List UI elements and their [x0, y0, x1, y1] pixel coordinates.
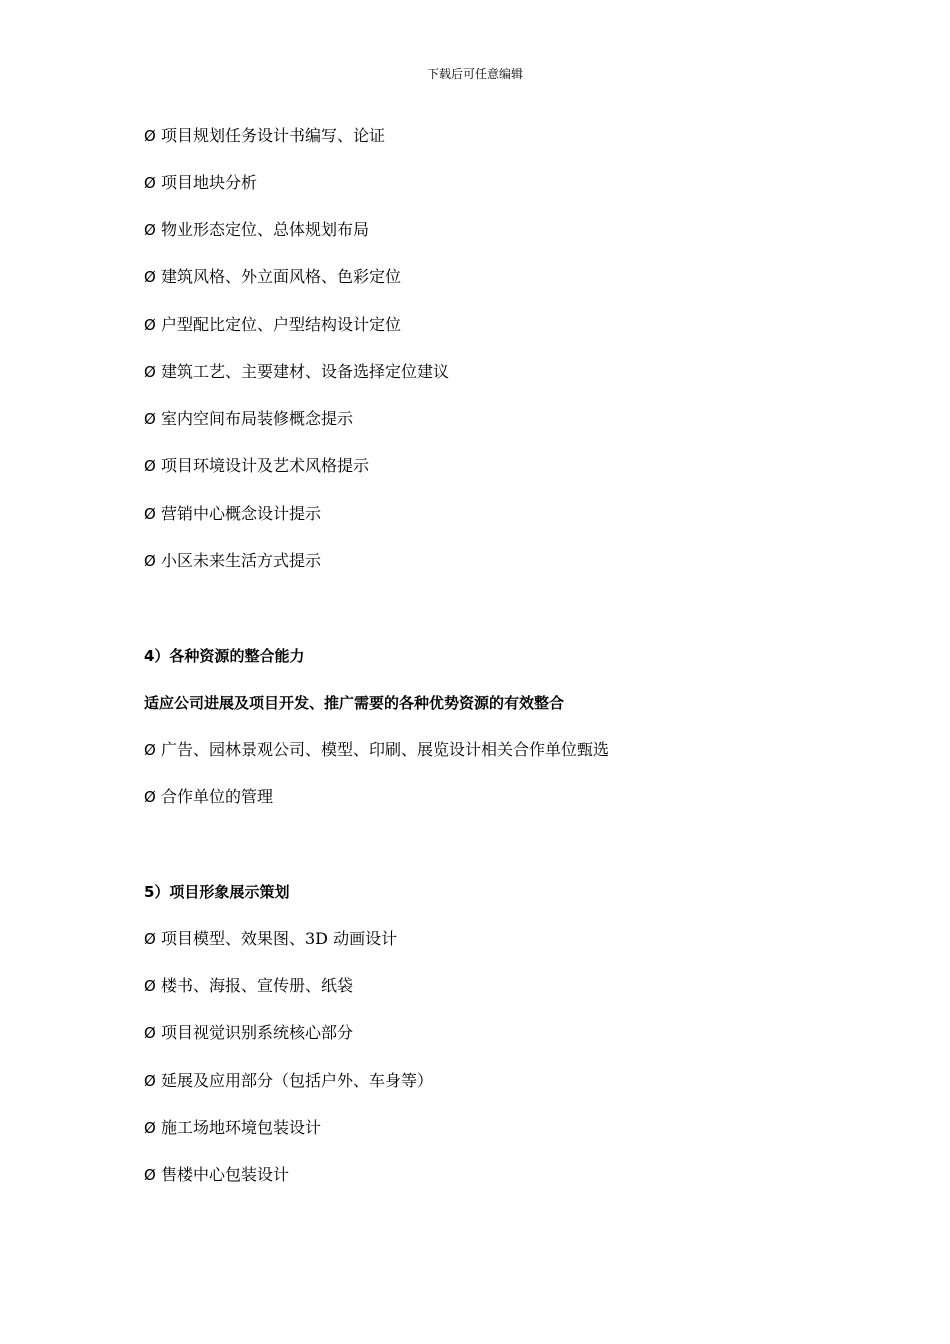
bullet-icon: Ø: [144, 552, 156, 570]
list-item-text: 项目视觉识别系统核心部分: [161, 1023, 354, 1042]
list-item: [144, 786, 273, 808]
list-item: [144, 1070, 433, 1092]
bullet-icon: Ø: [144, 930, 156, 948]
list-item: [144, 1164, 289, 1186]
list-item-text: 室内空间布局装修概念提示: [161, 409, 354, 428]
list-item-text: 项目环境设计及艺术风格提示: [161, 456, 370, 475]
list-item: [144, 266, 401, 288]
list-item-text: 项目规划任务设计书编写、论证: [161, 126, 386, 145]
bullet-icon: Ø: [144, 457, 156, 475]
bullet-icon: Ø: [144, 788, 156, 806]
list-item: [144, 550, 321, 572]
bullet-icon: Ø: [144, 1072, 156, 1090]
list-item-text: 建筑风格、外立面风格、色彩定位: [161, 267, 402, 286]
bullet-icon: Ø: [144, 505, 156, 523]
list-item-text: 楼书、海报、宣传册、纸袋: [161, 976, 354, 995]
list-item-text: 合作单位的管理: [161, 787, 274, 806]
list-item: [144, 928, 397, 950]
list-item: [144, 739, 609, 761]
bullet-icon: Ø: [144, 127, 156, 145]
list-item: [144, 1117, 321, 1139]
list-item-text: 户型配比定位、户型结构设计定位: [161, 315, 402, 334]
bullet-icon: Ø: [144, 1119, 156, 1137]
list-item-text: 广告、园林景观公司、模型、印刷、展览设计相关合作单位甄选: [161, 740, 610, 759]
section-heading: 5）项目形象展示策划: [144, 883, 290, 901]
list-item: [144, 361, 449, 383]
bullet-icon: Ø: [144, 1166, 156, 1184]
list-item-text: 项目模型、效果图、3D 动画设计: [161, 929, 398, 948]
bullet-icon: Ø: [144, 316, 156, 334]
list-item-text: 项目地块分析: [161, 173, 258, 192]
bullet-icon: Ø: [144, 410, 156, 428]
bullet-icon: Ø: [144, 221, 156, 239]
bullet-icon: Ø: [144, 268, 156, 286]
section-heading: 4）各种资源的整合能力: [144, 647, 305, 665]
list-item-text: 售楼中心包装设计: [161, 1165, 290, 1184]
bullet-icon: Ø: [144, 977, 156, 995]
list-item-text: 施工场地环境包装设计: [161, 1118, 322, 1137]
list-item-text: 小区未来生活方式提示: [161, 551, 322, 570]
section-subheading: 适应公司进展及项目开发、推广需要的各种优势资源的有效整合: [144, 694, 565, 712]
list-item-text: 建筑工艺、主要建材、设备选择定位建议: [161, 362, 450, 381]
list-item: [144, 172, 257, 194]
list-item: [144, 1022, 353, 1044]
bullet-icon: Ø: [144, 1024, 156, 1042]
list-item-text: 营销中心概念设计提示: [161, 504, 322, 523]
page-header: 下载后可任意编辑: [426, 67, 523, 81]
list-item-text: 延展及应用部分（包括户外、车身等）: [161, 1071, 434, 1090]
list-item: [144, 503, 321, 525]
bullet-icon: Ø: [144, 741, 156, 759]
list-item: [144, 219, 369, 241]
list-item: [144, 975, 353, 997]
bullet-icon: Ø: [144, 363, 156, 381]
list-item: [144, 408, 353, 430]
list-item: [144, 455, 369, 477]
list-item: [144, 314, 401, 336]
bullet-icon: Ø: [144, 174, 156, 192]
list-item: [144, 125, 385, 147]
list-item-text: 物业形态定位、总体规划布局: [161, 220, 370, 239]
